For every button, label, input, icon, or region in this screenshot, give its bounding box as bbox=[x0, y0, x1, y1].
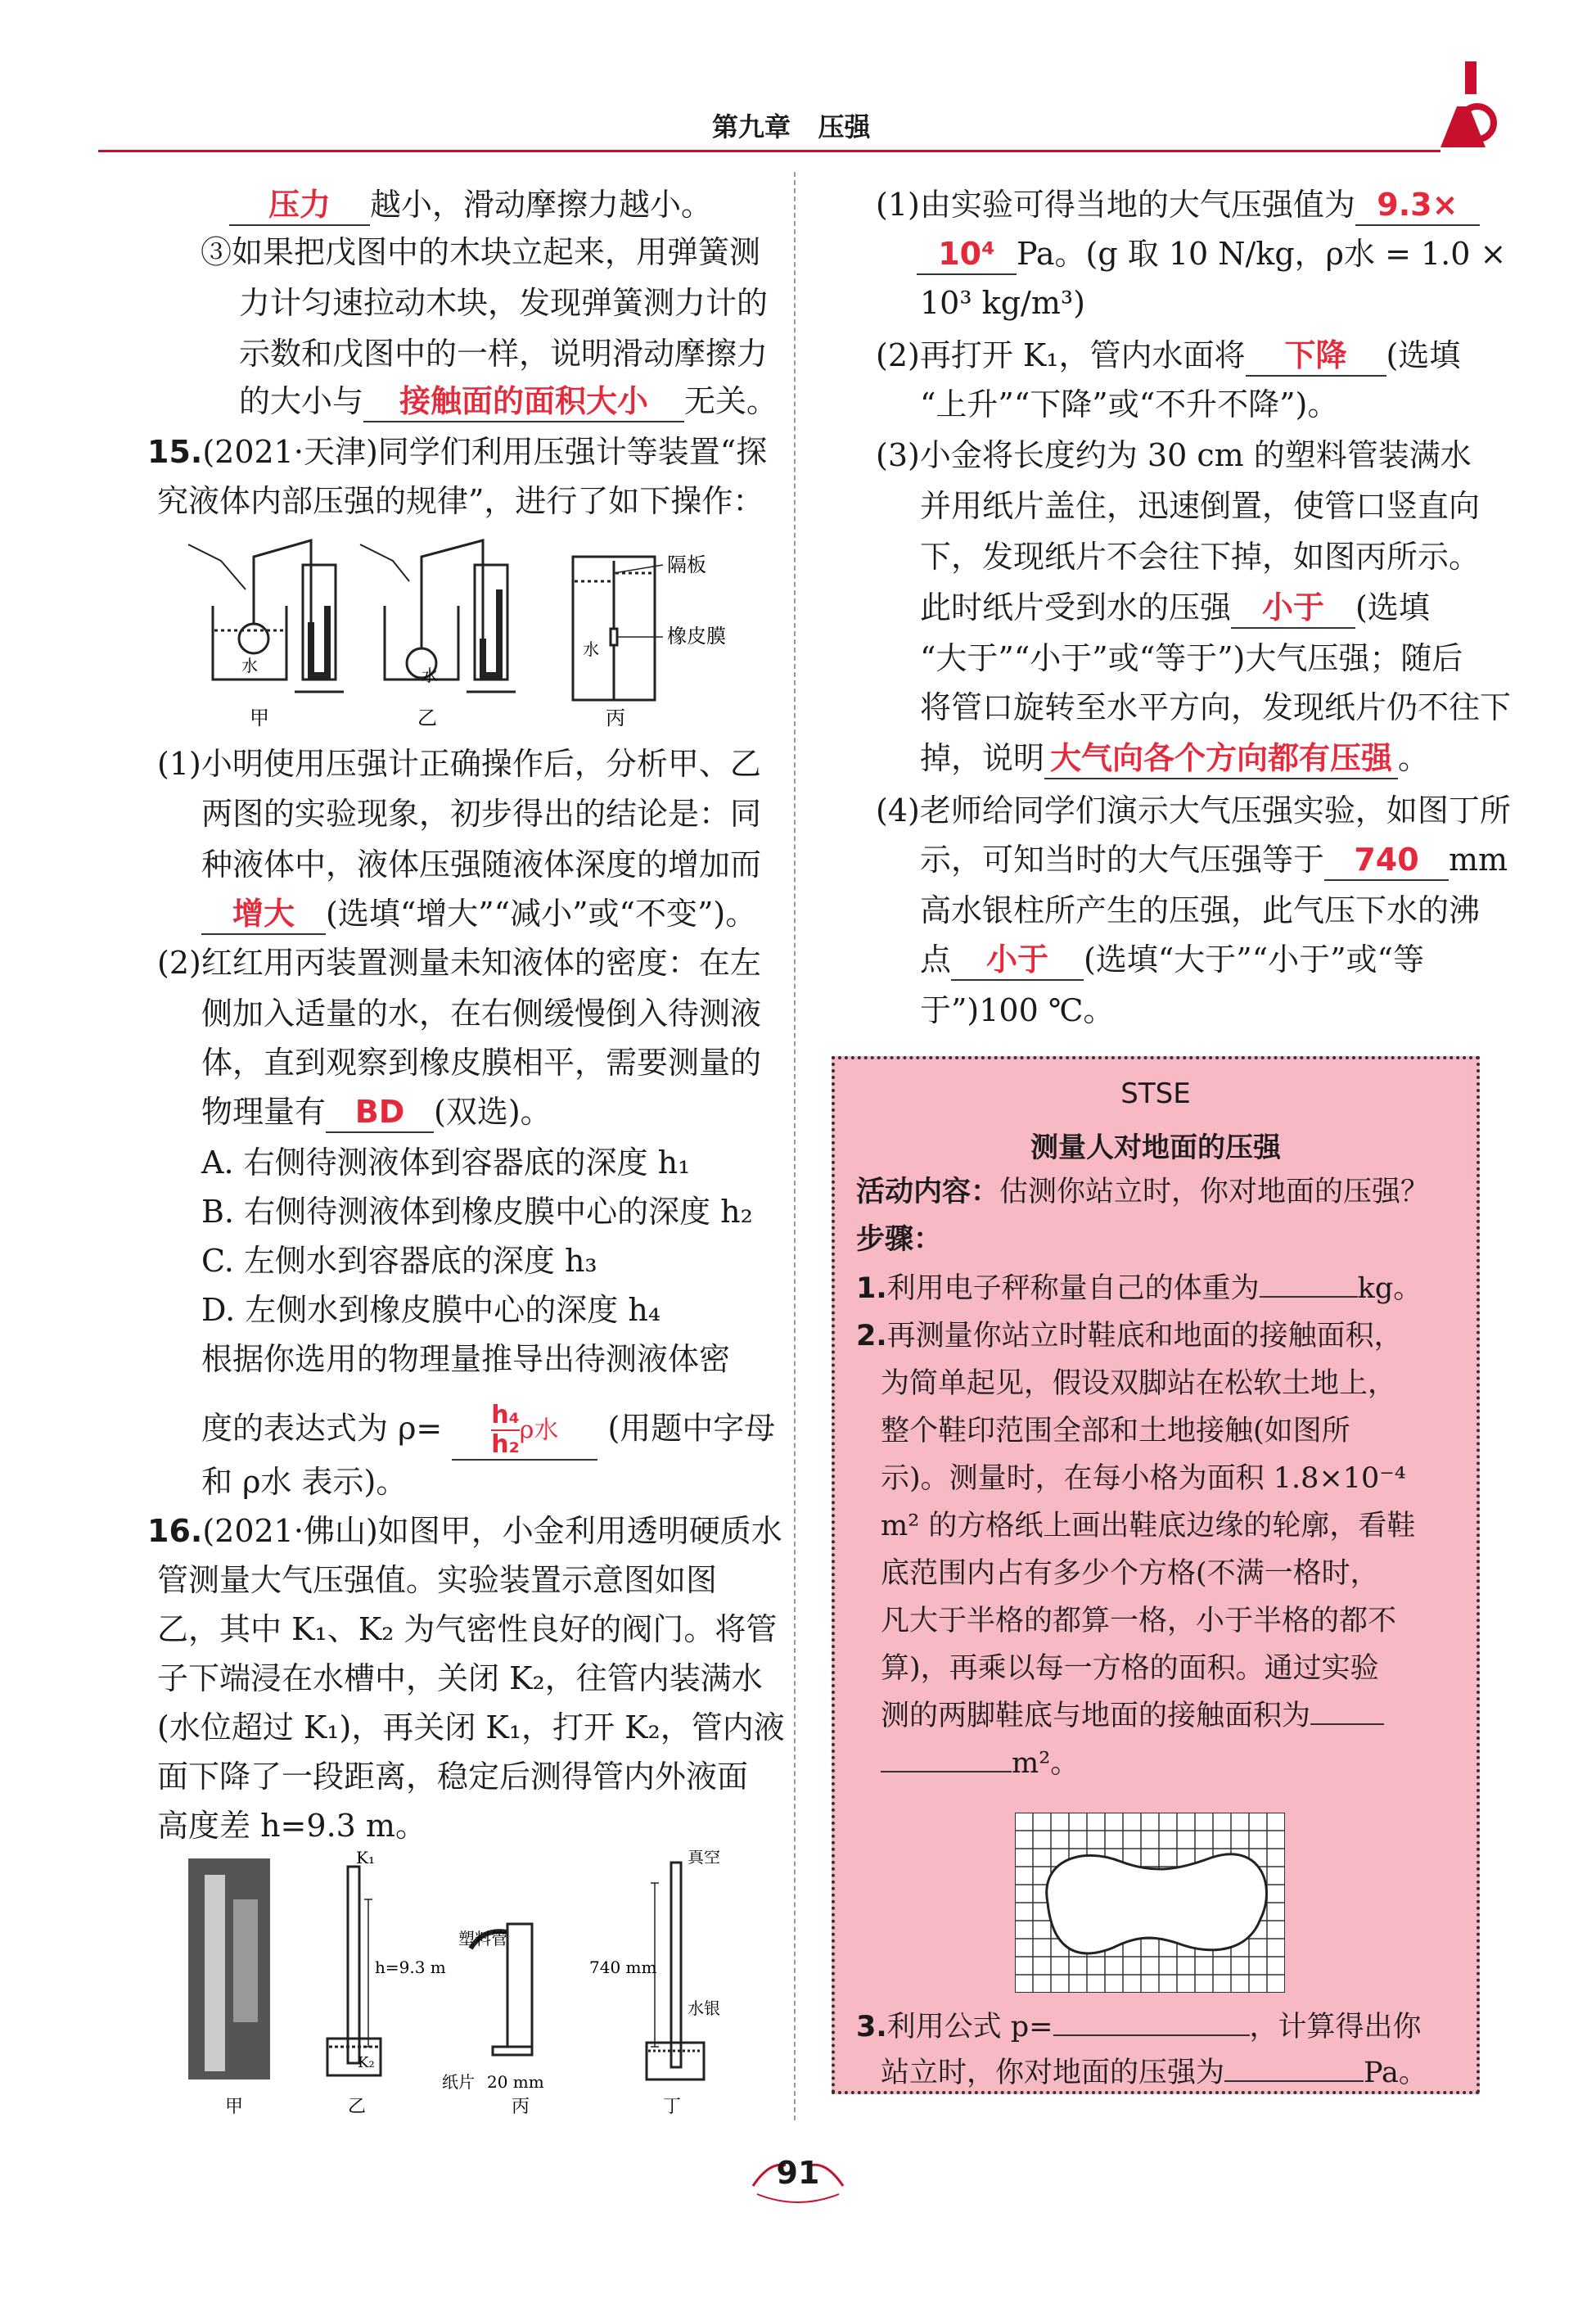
right-q4-line-4: 点 小于 (选填“大于”“小于”或“等 bbox=[920, 937, 1424, 982]
answer-contact-area: 接触面的面积大小 bbox=[363, 382, 684, 422]
right-q1-line-3: 10³ kg/m³) bbox=[920, 285, 1085, 321]
answer-power: 10⁴ bbox=[917, 234, 1017, 275]
fig16-k1: K₁ bbox=[356, 1850, 375, 1867]
fig16-k2: K₂ bbox=[358, 2054, 375, 2071]
q16-line-1: 16.(2021·佛山)如图甲，小金利用透明硬质水 bbox=[147, 1513, 782, 1549]
answer-fall: 下降 bbox=[1246, 336, 1386, 377]
stse-step-3-line-2: 站立时，你对地面的压强为 Pa。 bbox=[881, 2052, 1427, 2094]
figure-15 bbox=[172, 524, 761, 729]
left-line-1: 压力 越小，滑动摩擦力越小。 bbox=[229, 182, 712, 228]
right-q1-line-1: (1)由实验可得当地的大气压强值为 9.3× bbox=[876, 182, 1480, 228]
header-rule bbox=[98, 150, 1440, 152]
right-q2-line-2: “上升”“下降”或“不升不降”)。 bbox=[920, 386, 1339, 422]
q15-1-line-1: (1)小明使用压强计正确操作后，分析甲、乙 bbox=[157, 746, 761, 782]
fig16-740mm: 740 mm bbox=[589, 1958, 657, 1977]
right-q4-line-5: 于”)100 ℃。 bbox=[920, 992, 1115, 1028]
footprint-outline bbox=[1047, 1854, 1267, 1953]
right-q2-line-1: (2)再打开 K₁，管内水面将 下降 (选填 bbox=[876, 332, 1460, 378]
figure-16 bbox=[188, 1850, 761, 2120]
left-line-2: ③如果把戊图中的木块立起来，用弹簧测 bbox=[201, 234, 761, 270]
fig16-label-yi: 乙 bbox=[348, 2097, 367, 2117]
q15-2-line-4: 物理量有 BD (双选)。 bbox=[201, 1089, 552, 1135]
right-q3-line-5: “大于”“小于”或“等于”)大气压强；随后 bbox=[920, 640, 1463, 676]
fig16-vacuum: 真空 bbox=[688, 1850, 720, 1867]
q16-line-3: 乙，其中 K₁、K₂ 为气密性良好的阀门。将管 bbox=[157, 1611, 778, 1647]
right-q4-line-2: 示，可知当时的大气压强等于 740 mm bbox=[920, 837, 1508, 883]
flask-logo-icon bbox=[1424, 57, 1498, 156]
right-q3-line-1: (3)小金将长度约为 30 cm 的塑料管装满水 bbox=[876, 437, 1472, 473]
stse-step-2-line-2: 为简单起见，假设双脚站在松软土地上， bbox=[881, 1367, 1397, 1400]
right-q3-line-4: 此时纸片受到水的压强 小于 (选填 bbox=[920, 585, 1430, 630]
fig16-height: h=9.3 m bbox=[375, 1958, 446, 1977]
left-line-3: 力计匀速拉动木块，发现弹簧测力计的 bbox=[239, 285, 769, 321]
q15-1-line-4: 增大 (选填“增大”“减小”或“不变”)。 bbox=[201, 891, 756, 937]
q15-line-2: 究液体内部压强的规律”，进行了如下操作： bbox=[157, 483, 764, 519]
fig15-membrane-label: 橡皮膜 bbox=[667, 625, 726, 648]
fig15-water-bing: 水 bbox=[583, 639, 599, 659]
right-q3-line-2: 并用纸片盖住，迅速倒置，使管口竖直向 bbox=[920, 488, 1481, 524]
stse-tag: STSE bbox=[1120, 1077, 1191, 1110]
q15-2-line-7: 和 ρ水 表示)。 bbox=[201, 1464, 408, 1500]
fig15-label-bing: 丙 bbox=[606, 707, 625, 729]
answer-all-directions: 大气向各个方向都有压强 bbox=[1044, 738, 1398, 779]
stse-step-2-line-10: m²。 bbox=[881, 1742, 1079, 1785]
stse-steps-label: 步骤： bbox=[856, 1223, 943, 1256]
fig16-mercury: 水银 bbox=[688, 1998, 720, 2018]
q16-line-6: 面下降了一段距离，稳定后测得管内外液面 bbox=[157, 1759, 749, 1795]
option-b: B. 右侧待测液体到橡皮膜中心的深度 h₂ bbox=[201, 1194, 753, 1230]
fig16-tube: 塑料管 bbox=[458, 1929, 507, 1949]
stse-content: 活动内容：估测你站立时，你对地面的压强？ bbox=[856, 1176, 1430, 1208]
right-q3-line-7: 掉，说明 大气向各个方向都有压强 。 bbox=[920, 735, 1429, 781]
q16-line-2: 管测量大气压强值。实验装置示意图如图 bbox=[157, 1562, 718, 1598]
answer-less-than-1: 小于 bbox=[1231, 588, 1355, 629]
q16-line-4: 子下端浸在水槽中，关闭 K₂，往管内装满水 bbox=[157, 1660, 763, 1696]
chapter-label: 第九章 压强 bbox=[712, 111, 871, 142]
q16-number: 16. bbox=[147, 1513, 203, 1549]
q15-2-line-5: 根据你选用的物理量推导出待测液体密 bbox=[201, 1341, 731, 1377]
stse-step-2-line-9: 测的两脚鞋底与地面的接触面积为 bbox=[881, 1695, 1384, 1737]
right-q1-line-2: 10⁴ Pa。(g 取 10 N/kg，ρ水 = 1.0 × bbox=[917, 231, 1506, 277]
fig15-label-jia: 甲 bbox=[250, 707, 269, 729]
fig16-label-ding: 丁 bbox=[663, 2097, 682, 2117]
fig15-label-yi: 乙 bbox=[417, 707, 437, 729]
fig15-water-jia: 水 bbox=[241, 656, 258, 675]
answer-740: 740 bbox=[1324, 840, 1449, 881]
q15-1-line-2: 两图的实验现象，初步得出的结论是：同 bbox=[201, 796, 762, 832]
right-q3-line-6: 将管口旋转至水平方向，发现纸片仍不往下 bbox=[920, 689, 1512, 725]
answer-bd: BD bbox=[326, 1092, 434, 1133]
stse-step-3-line-1: 3.利用公式 p= ，计算得出你 bbox=[856, 2006, 1422, 2048]
fig15-partition-label: 隔板 bbox=[667, 553, 706, 576]
fig16-label-jia: 甲 bbox=[225, 2097, 244, 2117]
option-a: A. 右侧待测液体到容器底的深度 h₁ bbox=[201, 1145, 691, 1181]
q15-number: 15. bbox=[147, 434, 203, 470]
option-d: D. 左侧水到橡皮膜中心的深度 h₄ bbox=[201, 1292, 661, 1328]
stse-step-2-line-1: 2.再测量你站立时鞋底和地面的接触面积， bbox=[856, 1320, 1403, 1352]
q15-1-line-3: 种液体中，液体压强随液体深度的增加而 bbox=[201, 847, 762, 883]
fig16-label-bing: 丙 bbox=[512, 2097, 530, 2117]
stse-step-2-line-6: 底范围内占有多少个方格(不满一格时， bbox=[881, 1557, 1379, 1590]
page-number: 91 bbox=[776, 2155, 820, 2191]
q15-2-line-3: 体，直到观察到橡皮膜相平，需要测量的 bbox=[201, 1045, 762, 1081]
left-line-4: 示数和戊图中的一样，说明滑动摩擦力 bbox=[239, 336, 769, 372]
fig16-paper: 纸片 bbox=[442, 2072, 475, 2092]
q15-2-line-1: (2)红红用丙装置测量未知液体的密度：在左 bbox=[157, 945, 761, 981]
fig15-water-yi: 水 bbox=[422, 666, 438, 685]
q15-line-1: 15.(2021·天津)同学们利用压强计等装置“探 bbox=[147, 434, 768, 470]
right-q4-line-3: 高水银柱所产生的压强，此气压下水的沸 bbox=[920, 892, 1481, 928]
stse-step-2-line-7: 凡大于半格的都算一格，小于半格的都不 bbox=[881, 1605, 1397, 1637]
fig16-20mm: 20 mm bbox=[487, 2072, 544, 2092]
right-q4-line-1: (4)老师给同学们演示大气压强实验，如图丁所 bbox=[876, 793, 1511, 829]
right-q3-line-3: 下，发现纸片不会往下掉，如图丙所示。 bbox=[920, 539, 1481, 575]
column-divider bbox=[794, 172, 796, 2120]
stse-step-2-line-5: m² 的方格纸上画出鞋底边缘的轮廓，看鞋 bbox=[881, 1510, 1416, 1542]
q16-line-7: 高度差 h=9.3 m。 bbox=[157, 1808, 426, 1844]
left-line-5: 的大小与 接触面的面积大小 无关。 bbox=[239, 378, 778, 424]
stse-title: 测量人对地面的压强 bbox=[1030, 1131, 1281, 1164]
answer-density-expression: $\frac{\text{h₄}}{\text{h₂}}$ ρ水 bbox=[452, 1402, 597, 1461]
stse-box bbox=[832, 1056, 1480, 2094]
option-c: C. 左侧水到容器底的深度 h₃ bbox=[201, 1243, 597, 1279]
q15-2-line-2: 侧加入适量的水，在右侧缓慢倒入待测液 bbox=[201, 996, 762, 1032]
stse-step-1: 1.利用电子秤称量自己的体重为 kg。 bbox=[856, 1267, 1422, 1310]
footprint-grid bbox=[1015, 1813, 1285, 1993]
q15-2-line-6: 度的表达式为 ρ= $\frac{\text{h₄}}{\text{h₂}}$ ρ水 (用题中字母 bbox=[201, 1401, 776, 1459]
stse-step-2-line-8: 算)，再乘以每一方格的面积。通过实验 bbox=[881, 1652, 1379, 1685]
q16-line-5: (水位超过 K₁)，再关闭 K₁，打开 K₂，管内液 bbox=[157, 1709, 785, 1745]
answer-pressure: 压力 bbox=[229, 185, 370, 226]
stse-step-2-line-3: 整个鞋印范围全部和土地接触(如图所 bbox=[881, 1415, 1350, 1447]
answer-pressure-value: 9.3× bbox=[1355, 185, 1480, 226]
answer-less-than-2: 小于 bbox=[951, 940, 1084, 981]
stse-step-2-line-4: 示)。测量时，在每小格为面积 1.8×10⁻⁴ bbox=[881, 1462, 1406, 1495]
answer-increase: 增大 bbox=[201, 894, 326, 935]
